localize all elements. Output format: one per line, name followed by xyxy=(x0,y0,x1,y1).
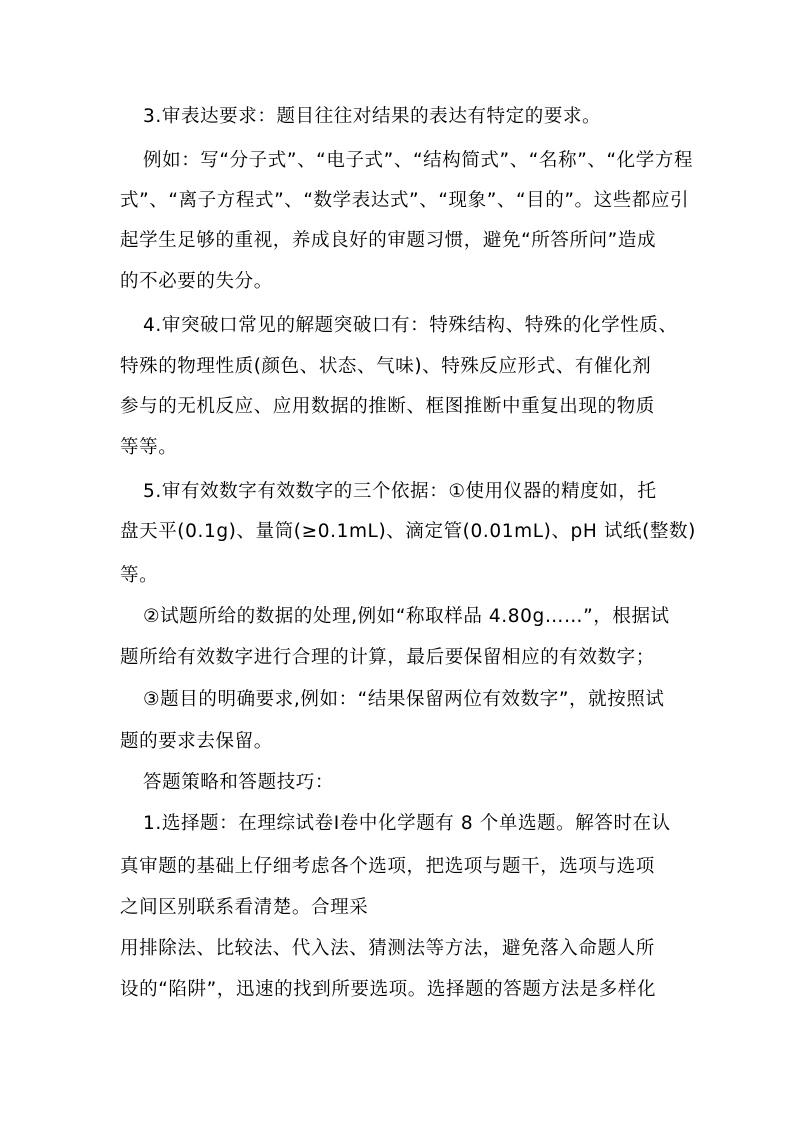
text-line: 特殊的物理性质(颜色、状态、气味)、特殊反应形式、有催化剂 xyxy=(120,356,652,377)
text-line: 起学生足够的重视，养成良好的审题习惯，避免“所答所问”造成 xyxy=(120,230,657,251)
text-line: 设的“陷阱”，迅速的找到所要选项。选择题的答题方法是多样化 xyxy=(120,979,657,1000)
section-heading: 答题策略和答题技巧： xyxy=(143,772,335,793)
text-line: 等。 xyxy=(120,565,159,586)
text-line: ③题目的明确要求,例如：“结果保留两位有效数字”，就按照试 xyxy=(143,689,665,710)
text-line: 真审题的基础上仔细考虑各个选项，把选项与题干，选项与选项 xyxy=(120,856,655,877)
text-line: 参与的无机反应、应用数据的推断、框图推断中重复出现的物质 xyxy=(120,396,655,417)
text-line: 题所给有效数字进行合理的计算，最后要保留相应的有效数字； xyxy=(120,647,655,668)
text-line: 之间区别联系看清楚。合理采 xyxy=(120,897,369,918)
text-line: 4.审突破口常见的解题突破口有：特殊结构、特殊的化学性质、 xyxy=(143,315,678,336)
text-line: 等等。 xyxy=(120,437,178,458)
text-line: 3.审表达要求：题目往往对结果的表达有特定的要求。 xyxy=(143,106,602,127)
text-line: 的不必要的失分。 xyxy=(120,271,273,292)
text-line: 1.选择题：在理综试卷Ⅰ卷中化学题有 8 个单选题。解答时在认 xyxy=(143,813,671,834)
text-line: 式”、“离子方程式”、“数学表达式”、“现象”、“目的”。这些都应引 xyxy=(120,190,690,211)
text-line: 盘天平(0.1g)、量筒(≥0.1mL)、滴定管(0.01mL)、pH 试纸(整数) xyxy=(120,521,696,542)
text-line: ②试题所给的数据的处理,例如“称取样品 4.80g……”，根据试 xyxy=(143,606,670,627)
text-line: 5.审有效数字有效数字的三个依据：①使用仪器的精度如，托 xyxy=(143,481,657,502)
text-line: 例如：写“分子式”、“电子式”、“结构简式”、“名称”、“化学方程 xyxy=(143,150,694,171)
text-line: 用排除法、比较法、代入法、猜测法等方法，避免落入命题人所 xyxy=(120,938,655,959)
text-line: 题的要求去保留。 xyxy=(120,731,273,752)
